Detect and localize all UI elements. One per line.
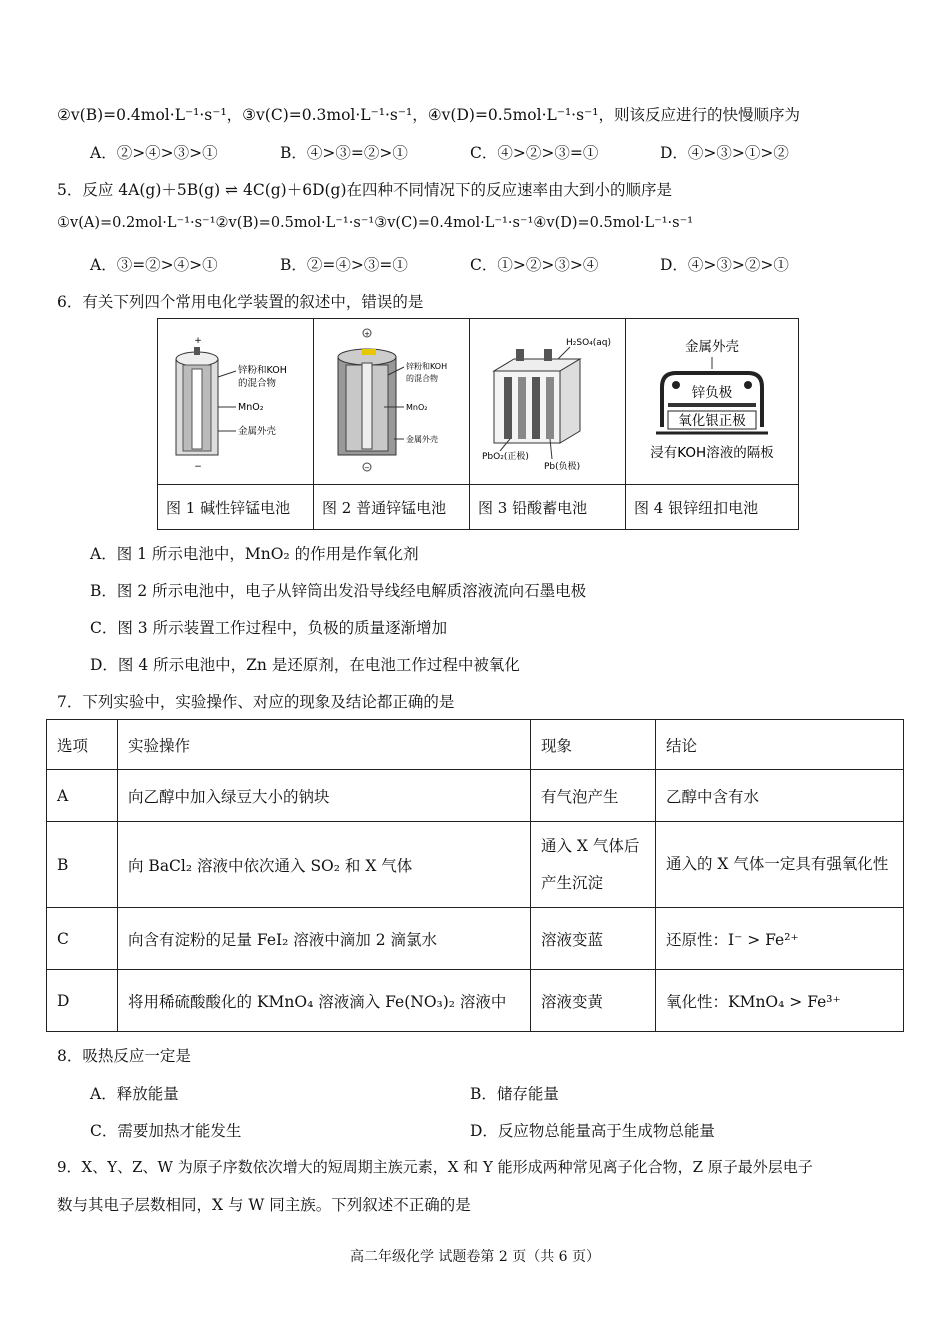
minus-label: −: [194, 462, 202, 472]
phenomenon-cell: 有气泡产生: [531, 770, 656, 822]
option-a: A．②>④>③>①: [90, 144, 218, 162]
option-a: A．③=②>④>①: [90, 256, 218, 274]
q5-stem: 5．反应 4A(g)＋5B(g) ⇌ 4C(g)＋6D(g)在四种不同情况下的反应速率由大到小的顺序是: [57, 181, 673, 199]
silver-oxide-cathode-label: 氧化银正极: [678, 413, 746, 429]
plus-label: +: [194, 336, 202, 346]
row-label: B: [47, 822, 118, 908]
caption-fig1: 图 1 碱性锌锰电池: [158, 485, 314, 530]
zinc-koh-label: 锌粉和KOH: [406, 362, 448, 371]
phenomenon-cell: 溶液变黄: [531, 970, 656, 1032]
alkaline-battery-diagram: [158, 319, 313, 480]
table-row: [47, 822, 904, 908]
battery-figure-table: [157, 318, 799, 530]
mixture-label: 的混合物: [238, 378, 277, 389]
q5-rates: ①v(A)=0.2mol·L⁻¹·s⁻¹②v(B)=0.5mol·L⁻¹·s⁻¹③v(C)=0.4mol·L⁻¹·s⁻¹④v(D)=0.5mol·L⁻¹·s⁻¹: [57, 215, 694, 231]
phenomenon-cell: 通入 X 气体后产生沉淀: [531, 822, 656, 908]
h2so4-label: H₂SO₄(aq): [566, 338, 612, 348]
conclusion-cell: 还原性：I⁻ > Fe²⁺: [656, 908, 904, 970]
plus-label: +: [364, 330, 370, 338]
row-label: C: [47, 908, 118, 970]
option-b: B．②=④>③=①: [280, 256, 408, 274]
pbo2-label: PbO₂(正极): [482, 452, 529, 462]
table-header-row: [47, 720, 904, 770]
conclusion-cell: 乙醇中含有水: [656, 770, 904, 822]
figure-4-cell: [626, 319, 799, 485]
page-footer: 高二年级化学 试题卷第 2 页（共 6 页）: [349, 1249, 601, 1265]
caption-fig4: 图 4 银锌纽扣电池: [626, 485, 799, 530]
mixture-label: 的混合物: [406, 374, 438, 383]
mno2-label: MnO₂: [238, 402, 264, 413]
header-operation: 实验操作: [118, 720, 531, 770]
q5-options: [90, 253, 850, 275]
zinc-anode-label: 锌负极: [691, 385, 733, 401]
option-b: B．储存能量: [470, 1085, 559, 1103]
q8-options-row2: [90, 1119, 850, 1141]
option-d: D．④>③>①>②: [660, 144, 789, 162]
q9-stem-line2: 数与其电子层数相同，X 与 W 同主族。下列叙述不正确的是: [57, 1196, 471, 1214]
figure-1-cell: [158, 319, 314, 485]
q8-stem: 8．吸热反应一定是: [57, 1047, 191, 1065]
header-conclusion: 结论: [656, 720, 904, 770]
table-row: [47, 770, 904, 822]
table-row: [47, 970, 904, 1032]
caption-fig3: 图 3 铅酸蓄电池: [470, 485, 626, 530]
experiment-table: [46, 719, 904, 1032]
option-d: D．④>③>②>①: [660, 256, 789, 274]
zinc-koh-label: 锌粉和KOH: [238, 365, 287, 376]
q8-options-row1: [90, 1082, 850, 1104]
zinc-carbon-battery-diagram: [314, 319, 469, 480]
metal-shell-label: 金属外壳: [685, 339, 739, 355]
operation-cell: 向 BaCl₂ 溶液中依次通入 SO₂ 和 X 气体: [118, 822, 531, 908]
q4-rates-line: ②v(B)=0.4mol·L⁻¹·s⁻¹，③v(C)=0.3mol·L⁻¹·s⁻¹，④v(D)=0.5mol·L⁻¹·s⁻¹，则该反应进行的快慢顺序为: [57, 106, 800, 124]
minus-label: −: [364, 464, 370, 472]
header-phenomenon: 现象: [531, 720, 656, 770]
q9-stem-line1: 9．X、Y、Z、W 为原子序数依次增大的短周期主族元素，X 和 Y 能形成两种常见离子化合物，Z 原子最外层电子: [57, 1158, 813, 1176]
q7-stem: 7．下列实验中，实验操作、对应的现象及结论都正确的是: [57, 693, 455, 711]
conclusion-cell: 通入的 X 气体一定具有强氧化性: [656, 822, 904, 908]
metal-shell-label: 金属外壳: [406, 435, 438, 444]
option-a: A．释放能量: [90, 1085, 179, 1103]
option-d: D．反应物总能量高于生成物总能量: [470, 1122, 715, 1140]
silver-zinc-battery-diagram: [626, 319, 798, 480]
phenomenon-cell: 溶液变蓝: [531, 908, 656, 970]
caption-fig2: 图 2 普通锌锰电池: [314, 485, 470, 530]
option-b: B．④>③=②>①: [280, 144, 408, 162]
separator-label: 浸有KOH溶液的隔板: [650, 445, 774, 461]
operation-cell: 向含有淀粉的足量 FeI₂ 溶液中滴加 2 滴氯水: [118, 908, 531, 970]
mno2-label: MnO₂: [406, 403, 428, 412]
operation-cell: 向乙醇中加入绿豆大小的钠块: [118, 770, 531, 822]
figure-3-cell: [470, 319, 626, 485]
option-c: C．①>②>③>④: [470, 256, 599, 274]
lead-acid-battery-diagram: [470, 319, 625, 480]
figure-2-cell: [314, 319, 470, 485]
pb-label: Pb(负极): [544, 462, 581, 472]
q4-options: [90, 141, 850, 163]
table-row: [47, 908, 904, 970]
q6-option-a: A．图 1 所示电池中，MnO₂ 的作用是作氧化剂: [90, 545, 419, 563]
option-c: C．需要加热才能发生: [90, 1122, 242, 1140]
q6-option-c: C．图 3 所示装置工作过程中，负极的质量逐渐增加: [90, 619, 448, 637]
metal-shell-label: 金属外壳: [238, 426, 277, 437]
q6-option-b: B．图 2 所示电池中，电子从锌筒出发沿导线经电解质溶液流向石墨电极: [90, 582, 587, 600]
row-label: D: [47, 970, 118, 1032]
q6-stem: 6．有关下列四个常用电化学装置的叙述中，错误的是: [57, 293, 424, 311]
header-option: 选项: [47, 720, 118, 770]
conclusion-cell: 氧化性：KMnO₄ > Fe³⁺: [656, 970, 904, 1032]
operation-cell: 将用稀硫酸酸化的 KMnO₄ 溶液滴入 Fe(NO₃)₂ 溶液中: [118, 970, 531, 1032]
row-label: A: [47, 770, 118, 822]
q6-option-d: D．图 4 所示电池中，Zn 是还原剂，在电池工作过程中被氧化: [90, 656, 520, 674]
option-c: C．④>②>③=①: [470, 144, 599, 162]
